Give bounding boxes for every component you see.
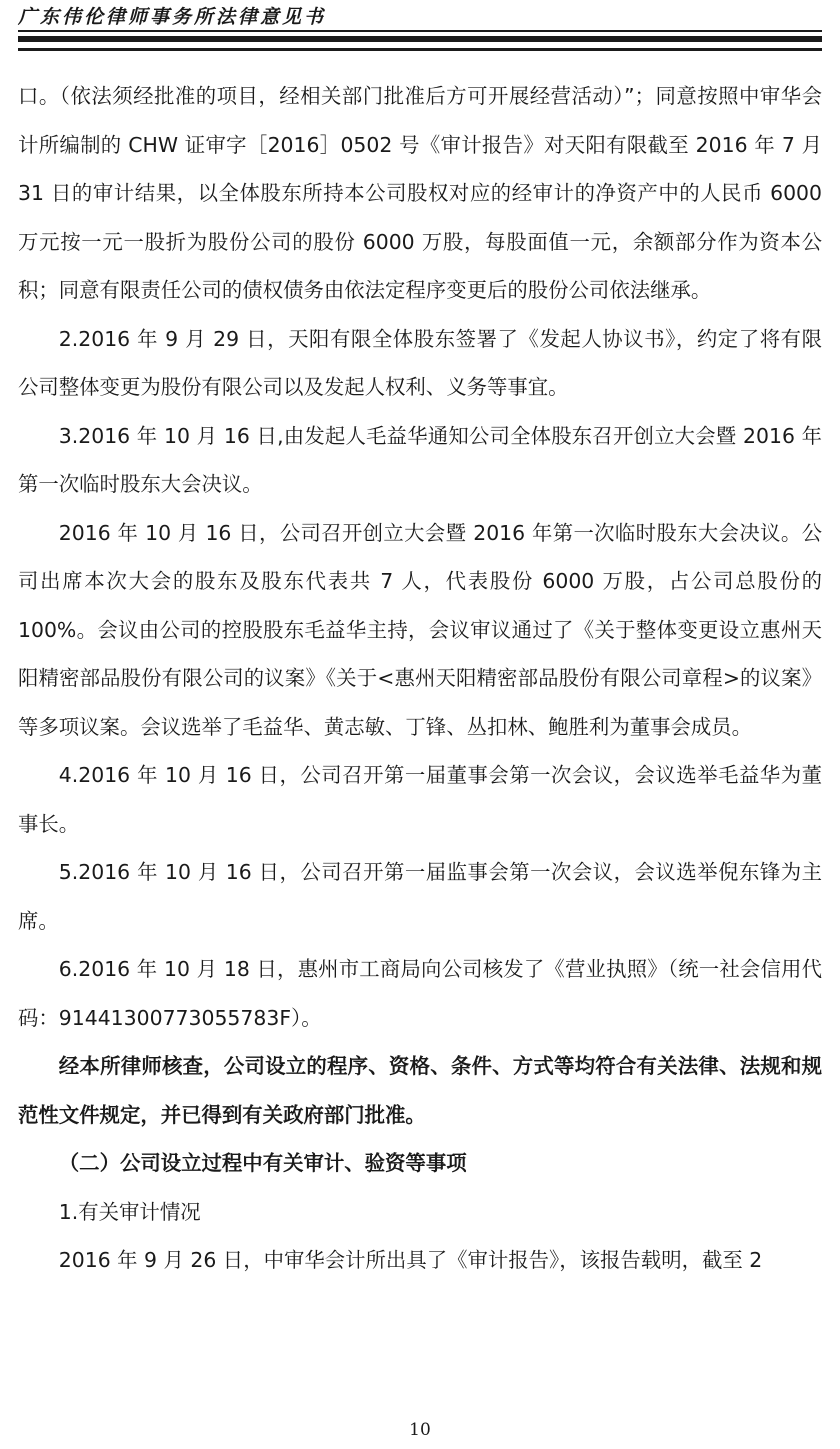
- paragraph-item-3: 3.2016 年 10 月 16 日,由发起人毛益华通知公司全体股东召开创立大会暨 2016 年第一次临时股东大会决议。: [18, 423, 822, 496]
- paragraph-continuation: 口。（依法须经批准的项目，经相关部门批准后方可开展经营活动）”；同意按照中审华会计所编制的 CHW 证审字［2016］0502 号《审计报告》对天阳有限截至 2016 年 7 月 31 日的审计结果，以全体股东所持本公司股权对应的经审计的净资产中的人民币 6000 万元按一元一股折为股份公司的股份 6000 万股，每股面值一元，余额部分作为资本公积；同意有限责任公司的债权债务由依法定程序变更后的股份公司依法继承。: [18, 84, 822, 302]
- page-number: 10: [409, 1420, 431, 1440]
- header-rule-thick: [18, 36, 822, 42]
- paragraph-item-2: 2.2016 年 9 月 29 日，天阳有限全体股东签署了《发起人协议书》，约定了将有限公司整体变更为股份有限公司以及发起人权利、义务等事宜。: [18, 326, 822, 399]
- section-heading: （二）公司设立过程中有关审计、验资等事项: [58, 1151, 467, 1175]
- paragraph-audit: 2016 年 9 月 26 日，中审华会计所出具了《审计报告》，该报告载明，截至 2: [58, 1248, 763, 1272]
- document-header-title: 广东伟伦律师事务所法律意见书: [18, 6, 327, 28]
- document-body: [18, 72, 822, 1285]
- paragraph-item-4: 4.2016 年 10 月 16 日，公司召开第一届董事会第一次会议，会议选举毛益华为董事长。: [18, 763, 822, 836]
- subsection-heading: 1.有关审计情况: [58, 1199, 201, 1224]
- paragraph-item-6: 6.2016 年 10 月 18 日，惠州市工商局向公司核发了《营业执照》（统一社会信用代码：91441300773055783F）。: [18, 957, 822, 1030]
- paragraph-founding-meeting: 2016 年 10 月 16 日，公司召开创立大会暨 2016 年第一次临时股东大会决议。公司出席本次大会的股东及股东代表共 7 人，代表股份 6000 万股，占公司总股份的 100%。会议由公司的控股股东毛益华主持，会议审议通过了《关于整体变更设立惠州天阳精密部品股份有限公司的议案》《关于<惠州天阳精密部品股份有限公司章程>的议案》等多项议案。会议选举了毛益华、黄志敏、丁锋、丛扣林、鲍胜利为董事会成员。: [18, 520, 822, 739]
- header-rule-thin: [18, 30, 822, 32]
- header-rule-bottom: [18, 48, 822, 51]
- paragraph-item-5: 5.2016 年 10 月 16 日，公司召开第一届监事会第一次会议，会议选举倪东锋为主席。: [18, 860, 822, 933]
- paragraph-conclusion: 经本所律师核查，公司设立的程序、资格、条件、方式等均符合有关法律、法规和规范性文件规定，并已得到有关政府部门批准。: [18, 1054, 822, 1127]
